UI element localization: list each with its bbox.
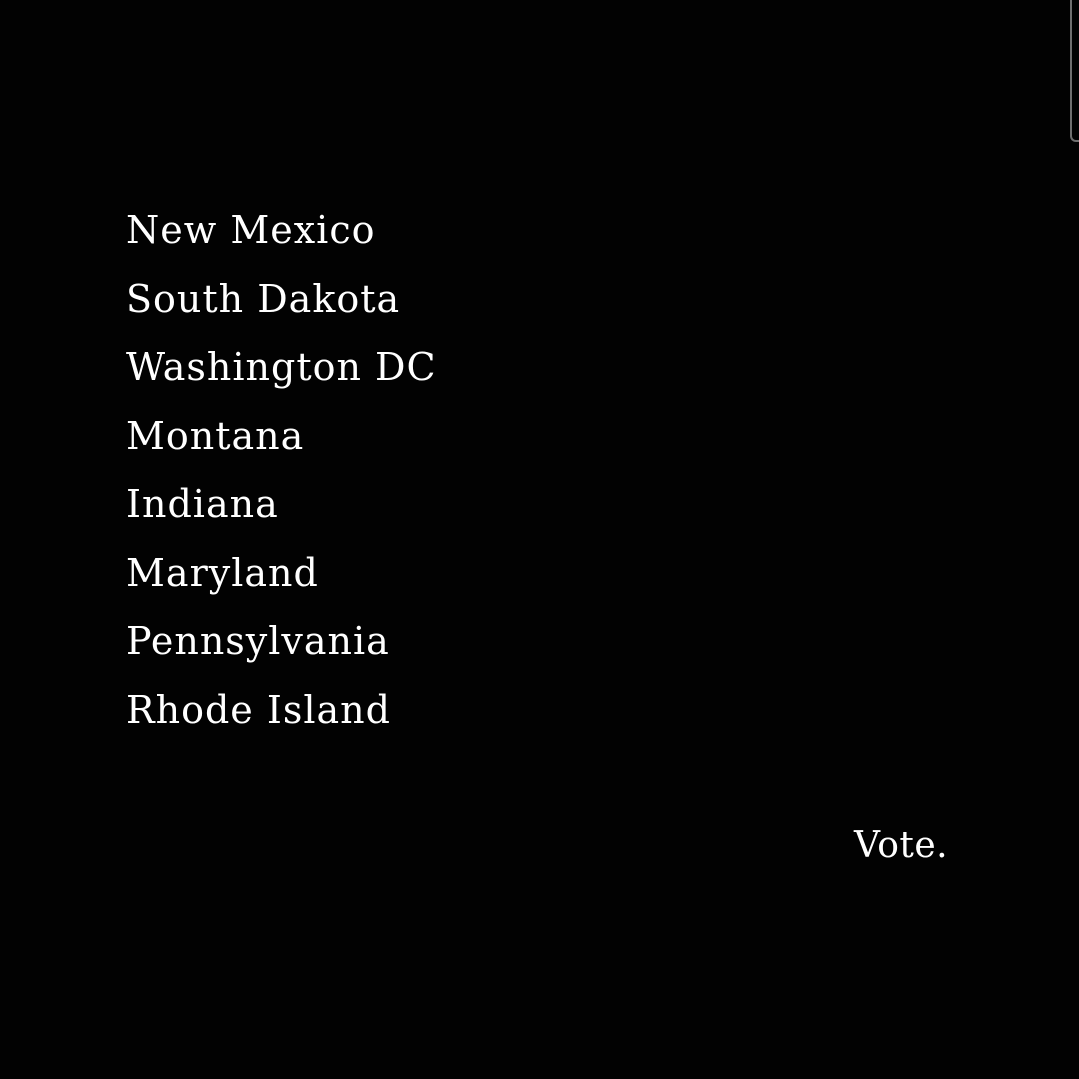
state-item: Maryland bbox=[126, 550, 319, 595]
state-item: Montana bbox=[126, 413, 305, 458]
state-item: Rhode Island bbox=[126, 687, 391, 732]
scroll-indicator[interactable] bbox=[1070, 0, 1079, 142]
state-item: New Mexico bbox=[126, 208, 376, 252]
vote-text: Vote. bbox=[854, 825, 949, 866]
state-item: Indiana bbox=[126, 482, 279, 526]
state-item: South Dakota bbox=[126, 276, 401, 321]
states-list bbox=[126, 196, 437, 744]
state-item: Pennsylvania bbox=[126, 619, 390, 663]
state-item: Washington DC bbox=[126, 345, 437, 389]
